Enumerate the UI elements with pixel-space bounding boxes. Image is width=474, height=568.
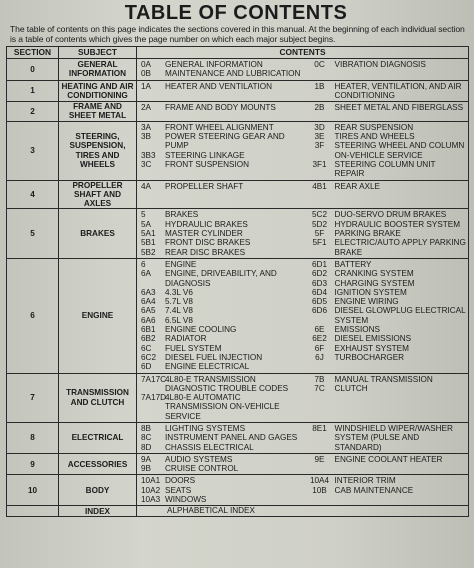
entry-title: EMISSIONS [334,325,380,335]
contents-cell [137,121,469,180]
contents-column-left [139,375,301,421]
contents-column-left [139,476,301,504]
table-row [7,102,469,122]
contents-cell [137,475,469,506]
entry-title: ENGINE, DRIVEABILITY, AND DIAGNOSIS [165,269,277,288]
contents-cell [137,258,469,373]
contents-table [6,46,469,517]
table-row [7,80,469,102]
entry-title: POWER STEERING GEAR AND PUMP [165,132,285,151]
contents-entry [305,334,467,343]
entry-title: CLUTCH [334,383,368,393]
subject-name: STEERING, SUSPENSION, TIRES AND WHEELS [59,121,137,180]
table-row [7,422,469,453]
entry-title: DOORS [165,476,196,486]
entry-code: 2A [141,103,152,113]
contents-entry [305,182,467,191]
contents-cell [137,373,469,422]
entry-title: FRAME AND BODY MOUNTS [165,103,276,113]
entry-code: 6D3 [311,278,328,288]
entry-title: WINDOWS [165,495,207,505]
contents-entry [139,344,301,353]
entry-code: 6B2 [141,334,156,344]
entry-title: CHARGING SYSTEM [334,278,415,288]
table-row [7,258,469,373]
contents-entry [139,103,301,112]
entry-code: 8C [141,433,152,443]
entry-title: DIESEL GLOWPLUG ELECTRICAL SYSTEM [334,306,466,325]
entry-code: 3D [314,122,325,132]
contents-entry [139,220,301,229]
entry-code: 5B1 [141,238,156,248]
entry-code: 10A1 [141,476,161,486]
contents-column-right [305,182,467,191]
table-row [7,209,469,258]
contents-entry [305,424,467,452]
contents-column-left [139,60,301,79]
contents-entry [305,103,467,112]
entry-title: INSTRUMENT PANEL AND GAGES [165,433,298,443]
subject-name: HEATING AND AIR CONDITIONING [59,80,137,102]
entry-title: 4L80-E TRANSMISSION DIAGNOSTIC TROUBLE CODES [165,374,289,393]
contents-entry [305,375,467,384]
entry-title: INTERIOR TRIM [334,476,396,486]
entry-code: 5A1 [141,229,156,239]
entry-title: ENGINE WIRING [334,297,399,307]
contents-entry [139,353,301,362]
section-number: 6 [7,258,59,373]
section-number: 3 [7,121,59,180]
intro-paragraph: The table of contents on this page indicates the sections covered in this manual. At the beginning of each individual section is a table of contents which gives the page number on which each major subject begins. [10,24,465,44]
contents-column-right [305,260,467,372]
entry-code: 6J [315,352,324,362]
contents-entry [305,476,467,485]
contents-entry [305,306,467,325]
entry-title: STEERING WHEEL AND COLUMN ON-VEHICLE SERVICE [334,141,465,160]
entry-title: CHASSIS ELECTRICAL [165,442,254,452]
contents-column-right [305,82,467,101]
contents-entry [139,334,301,343]
index-section-blank [7,506,59,517]
entry-code: 6A4 [141,297,156,307]
section-number: 2 [7,102,59,122]
entry-code: 6E [314,325,325,335]
contents-column-left [139,210,301,256]
entry-code: 6C [141,343,152,353]
entry-code: 5D2 [311,219,328,229]
contents-entry [139,60,301,69]
subject-name: ELECTRICAL [59,422,137,453]
entry-title: TIRES AND WHEELS [334,132,415,142]
entry-title: ELECTRIC/AUTO APPLY PARKING BRAKE [334,238,466,257]
header-section: SECTION [7,47,59,59]
contents-entry [305,60,467,69]
entry-title: 4L80-E AUTOMATIC TRANSMISSION ON-VEHICLE SERVICE [165,393,280,421]
entry-title: MANUAL TRANSMISSION [334,374,433,384]
entry-title: STEERING COLUMN UNIT REPAIR [334,159,436,179]
entry-code: 3E [314,132,325,142]
entry-code: 6F [314,343,325,353]
contents-entry [305,82,467,101]
entry-code: 2B [314,103,325,113]
entry-code: 0B [141,69,152,79]
contents-column-left [139,455,301,474]
contents-entry [139,160,301,169]
subject-name: BODY [59,475,137,506]
entry-code: 6A6 [141,315,156,325]
entry-code: 5F1 [312,238,327,248]
contents-column-right [305,455,467,474]
entry-code: 4B1 [312,181,327,191]
entry-code: 5F [314,229,325,239]
entry-code: 8B [141,423,152,433]
entry-title: ENGINE COOLING [165,325,237,335]
contents-entry [305,269,467,278]
entry-code: 6B1 [141,325,156,335]
page-title: TABLE OF CONTENTS [124,2,348,24]
entry-title: 5.7L V8 [165,297,193,307]
entry-code: 5A [141,219,152,229]
contents-entry [139,288,301,297]
entry-title: FRONT DISC BRAKES [165,238,251,248]
entry-code: 7C [314,383,325,393]
entry-title: 4.3L V6 [165,287,193,297]
contents-entry [305,353,467,362]
entry-code: 6D4 [311,287,328,297]
contents-column-left [139,123,301,179]
entry-code: 5 [141,210,146,220]
contents-column-right [305,424,467,452]
entry-title: SEATS [165,485,192,495]
contents-cell [137,80,469,102]
entry-code: 6D [141,362,152,372]
entry-title: 6.5L V8 [165,315,193,325]
entry-code: 0A [141,60,152,69]
entry-title: PARKING BRAKE [334,229,401,239]
entry-title: FRONT WHEEL ALIGNMENT [165,122,274,132]
entry-title: IGNITION SYSTEM [334,287,407,297]
section-number: 10 [7,475,59,506]
contents-cell [137,422,469,453]
entry-code: 6 [141,259,146,269]
contents-entry [139,464,301,473]
contents-entry [305,455,467,464]
contents-column-left [139,424,301,452]
contents-entry [139,229,301,238]
contents-entry [139,362,301,371]
contents-entry [305,238,467,257]
contents-column-left [139,82,301,101]
contents-column-left [139,260,301,372]
subject-name: FRAME AND SHEET METAL [59,102,137,122]
contents-column-right [305,375,467,421]
table-row [7,475,469,506]
entry-code: 1A [141,81,152,91]
entry-code: 9A [141,454,152,464]
entry-code: 6C2 [141,352,157,362]
contents-entry [139,486,301,495]
entry-code: 5C2 [311,210,328,220]
index-row [7,506,469,517]
entry-code: 1B [314,81,325,91]
contents-column-right [305,60,467,79]
contents-entry [139,260,301,269]
contents-entry [305,344,467,353]
contents-entry [139,69,301,78]
contents-entry [139,151,301,160]
entry-title: ENGINE ELECTRICAL [165,362,250,372]
contents-entry [305,384,467,393]
table-row [7,121,469,180]
contents-column-left [139,182,301,191]
entry-code: 3C [141,159,152,169]
contents-entry [139,248,301,257]
entry-title: REAR AXLE [334,181,381,191]
entry-title: MAINTENANCE AND LUBRICATION [165,69,301,79]
subject-name: PROPELLER SHAFT AND AXLES [59,180,137,209]
entry-code: 6A3 [141,287,156,297]
entry-title: CRUISE CONTROL [165,464,239,474]
entry-title: LIGHTING SYSTEMS [165,423,246,433]
entry-title: WINDSHIELD WIPER/WASHER SYSTEM (PULSE AND STANDARD) [334,423,453,452]
contents-column-right [305,123,467,179]
entry-title: REAR SUSPENSION [334,122,414,132]
entry-code: 3B3 [141,150,156,160]
entry-code: 10B [312,485,327,495]
contents-entry [139,82,301,91]
contents-entry [305,486,467,495]
subject-name: ACCESSORIES [59,453,137,475]
section-number: 9 [7,453,59,475]
table-row [7,180,469,209]
contents-cell [137,209,469,258]
entry-code: 10A4 [309,476,330,486]
contents-entry [139,182,301,191]
entry-title: HYDRAULIC BOOSTER SYSTEM [334,219,461,229]
entry-title: ENGINE COOLANT HEATER [334,454,443,464]
entry-code: 10A2 [141,485,161,495]
entry-code: 6E2 [312,334,327,344]
contents-entry [139,375,301,394]
entry-code: 0C [314,60,325,69]
entry-title: TURBOCHARGER [334,352,405,362]
entry-code: 6D6 [311,306,328,316]
subject-name: TRANSMISSION AND CLUTCH [59,373,137,422]
entry-title: DUO-SERVO DRUM BRAKES [334,210,447,220]
contents-entry [139,132,301,151]
contents-column-right [305,103,467,112]
contents-entry [139,316,301,325]
contents-entry [139,238,301,247]
entry-code: 7B [314,374,325,384]
contents-entry [305,229,467,238]
entry-code: 6D2 [311,269,328,279]
entry-code: 3F1 [312,159,327,169]
table-row [7,373,469,422]
entry-code: 3A [141,122,152,132]
section-number: 0 [7,59,59,81]
index-subject: INDEX [59,506,137,517]
contents-entry [305,220,467,229]
entry-title: FRONT SUSPENSION [165,159,250,169]
contents-entry [305,210,467,219]
entry-title: BATTERY [334,259,372,269]
contents-entry [305,288,467,297]
entry-code: 6A [141,269,152,279]
entry-code: 3F [314,141,325,151]
contents-entry [139,269,301,288]
contents-entry [305,297,467,306]
section-number: 1 [7,80,59,102]
section-number: 4 [7,180,59,209]
entry-title: VIBRATION DIAGNOSIS [334,60,426,69]
entry-title: RADIATOR [165,334,207,344]
entry-title: GENERAL INFORMATION [165,60,263,69]
contents-entry [139,495,301,504]
table-row [7,453,469,475]
contents-entry [139,393,301,421]
entry-code: 9B [141,464,152,474]
entry-code: 5B2 [141,247,156,257]
contents-column-right [305,210,467,256]
contents-entry [139,476,301,485]
table-header-row [7,47,469,59]
header-contents: CONTENTS [137,47,469,59]
contents-cell [137,59,469,81]
entry-title: DIESEL FUEL INJECTION [165,352,263,362]
table-row [7,59,469,81]
entry-code: 7A17C [141,374,167,384]
contents-entry [139,306,301,315]
subject-name: BRAKES [59,209,137,258]
entry-code: 6D1 [311,259,328,269]
section-number: 8 [7,422,59,453]
entry-title: CRANKING SYSTEM [334,269,414,279]
entry-title: STEERING LINKAGE [165,150,245,160]
entry-title: EXHAUST SYSTEM [334,343,409,353]
subject-name: ENGINE [59,258,137,373]
entry-code: 9E [314,454,325,464]
entry-code: 3B [141,132,152,142]
entry-code: 8D [141,442,152,452]
contents-entry [305,141,467,160]
contents-entry [139,424,301,433]
header-subject: SUBJECT [59,47,137,59]
entry-code: 4A [141,181,152,191]
contents-entry [305,123,467,132]
contents-entry [139,123,301,132]
contents-cell [137,102,469,122]
entry-title: PROPELLER SHAFT [165,181,244,191]
contents-entry [139,433,301,442]
contents-entry [305,160,467,179]
contents-column-right [305,476,467,504]
entry-title: ENGINE [165,259,197,269]
entry-title: REAR DISC BRAKES [165,247,246,257]
entry-title: HEATER AND VENTILATION [165,81,273,91]
contents-entry [305,260,467,269]
entry-code: 6D5 [311,297,328,307]
contents-entry [139,443,301,452]
index-contents: ALPHABETICAL INDEX [137,506,469,517]
contents-entry [139,325,301,334]
contents-cell [137,180,469,209]
contents-entry [139,210,301,219]
contents-entry [139,455,301,464]
entry-title: AUDIO SYSTEMS [165,454,233,464]
entry-title: MASTER CYLINDER [165,229,243,239]
contents-entry [305,325,467,334]
contents-cell [137,453,469,475]
entry-title: CAB MAINTENANCE [334,485,414,495]
section-number: 7 [7,373,59,422]
contents-column-left [139,103,301,112]
entry-code: 10A3 [141,495,161,505]
contents-entry [305,279,467,288]
entry-title: DIESEL EMISSIONS [334,334,412,344]
entry-title: FUEL SYSTEM [165,343,222,353]
entry-code: 8E1 [312,423,327,433]
entry-title: BRAKES [165,210,199,220]
entry-code: 6A5 [141,306,156,316]
entry-title: 7.4L V8 [165,306,193,316]
section-number: 5 [7,209,59,258]
entry-code: 7A17D [141,393,167,403]
table-body [7,59,469,517]
entry-title: HYDRAULIC BRAKES [165,219,248,229]
contents-entry [139,297,301,306]
entry-title: HEATER, VENTILATION, AND AIR CONDITIONING [334,81,462,100]
subject-name: GENERAL INFORMATION [59,59,137,81]
contents-entry [305,132,467,141]
entry-title: SHEET METAL AND FIBERGLASS [334,103,464,113]
